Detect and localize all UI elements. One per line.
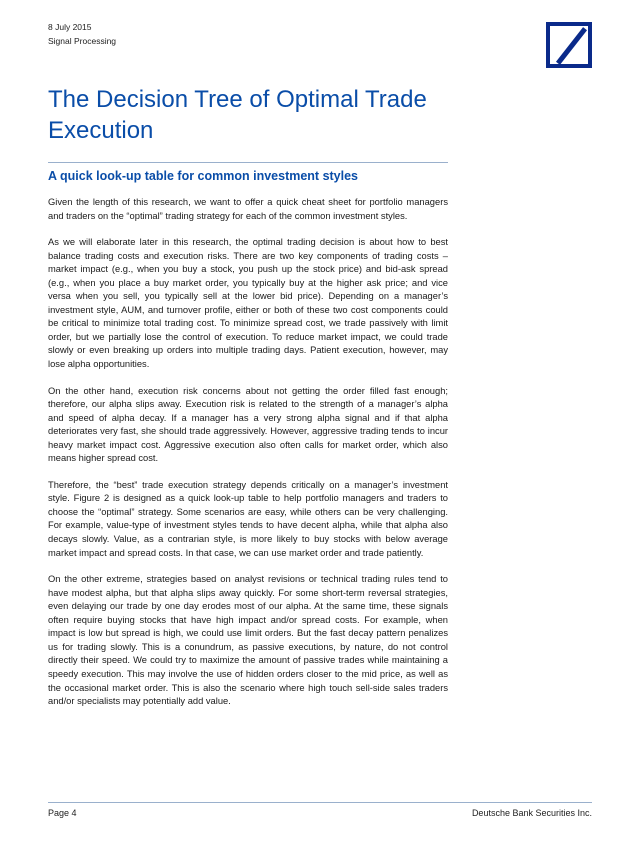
paragraph: On the other extreme, strategies based on analyst revisions or technical trading rules tend to have modest alpha, but that alpha slips away quickly. For some short-term reversal strategies, even delaying our trade by one day erodes most of our alpha. At the same time, these signals often require buying stocks that have high impact and/or spread costs. For example, when impact is low but spread is high, we could use limit orders. But the fast decay pattern penalizes us for trading slowly. This is a conundrum, as passive executions, by nature, do not control directly their speed. We could try to maximize the amount of passive trades while maintaining a speedy execution. This may involve the use of hidden orders closer to the mid price, as well as the occasional market order. This is also the scenario where high touch sell-side sales traders and/or specialists may potentially add value. xyxy=(48,574,448,707)
logo-slash xyxy=(556,27,587,65)
paragraph: As we will elaborate later in this research, the optimal trading decision is about how to best balance trading costs and execution risks. There are two key components of trading costs – market impact (e.g., when you buy a stock, you push up the stock price) and bid-ask spread (e.g., when you place a buy market order, you typically buy at the higher ask price; and vice versa when you sell, you typically sell at the lower bid price). Depending on a manager’s investment style, AUM, and turnover profile, either or both of these two cost components could be critical to minimize total trading cost. To minimize spread cost, we trade passively with limit order, but we partially lose the control of execution. To reduce market impact, we could trade slowly or even breaking up orders into multiple trading days. Patient execution, however, may lose alpha opportunities. xyxy=(48,237,448,370)
footer-divider xyxy=(48,802,592,803)
body-text xyxy=(48,196,448,722)
section-subtitle: A quick look-up table for common investment styles xyxy=(48,169,359,183)
deutsche-bank-logo-icon xyxy=(546,22,592,68)
title-divider xyxy=(48,162,448,163)
paragraph: Therefore, the “best” trade execution strategy depends critically on a manager’s investment style. Figure 2 is designed as a quick look-up table to help portfolio managers and traders to choose the “optimal” strategy. Some scenarios are easy, while others can be very challenging. For example, value-type of investment styles tends to have decent alpha, while that alpha also decays slowly. Value, as a contrarian style, is more likely to buy stocks with below average market impact and spread costs. In that case, we can use market order and trade patiently. xyxy=(48,479,448,558)
page-number: Page 4 xyxy=(48,808,77,818)
page-title: The Decision Tree of Optimal Trade Execution xyxy=(48,86,427,144)
report-date: 8 July 2015 xyxy=(48,22,92,32)
company-name: Deutsche Bank Securities Inc. xyxy=(471,808,592,818)
header-meta xyxy=(48,20,116,48)
paragraph: On the other hand, execution risk concerns about not getting the order filled fast enough; therefore, our alpha slips away. Execution risk is related to the strength of a manager’s alpha and speed of alpha decay. If a manager has a very strong alpha signal and if that alpha deteriorates very fast, she should trade aggressively. However, aggressive trading tends to incur heavy market impact cost. Aggressive execution also often calls for market order, which also means higher spread cost. xyxy=(48,385,448,464)
paragraph: Given the length of this research, we want to offer a quick cheat sheet for portfolio managers and traders on the “optimal” trading strategy for each of the common investment styles. xyxy=(48,197,448,221)
report-series: Signal Processing xyxy=(48,36,117,46)
